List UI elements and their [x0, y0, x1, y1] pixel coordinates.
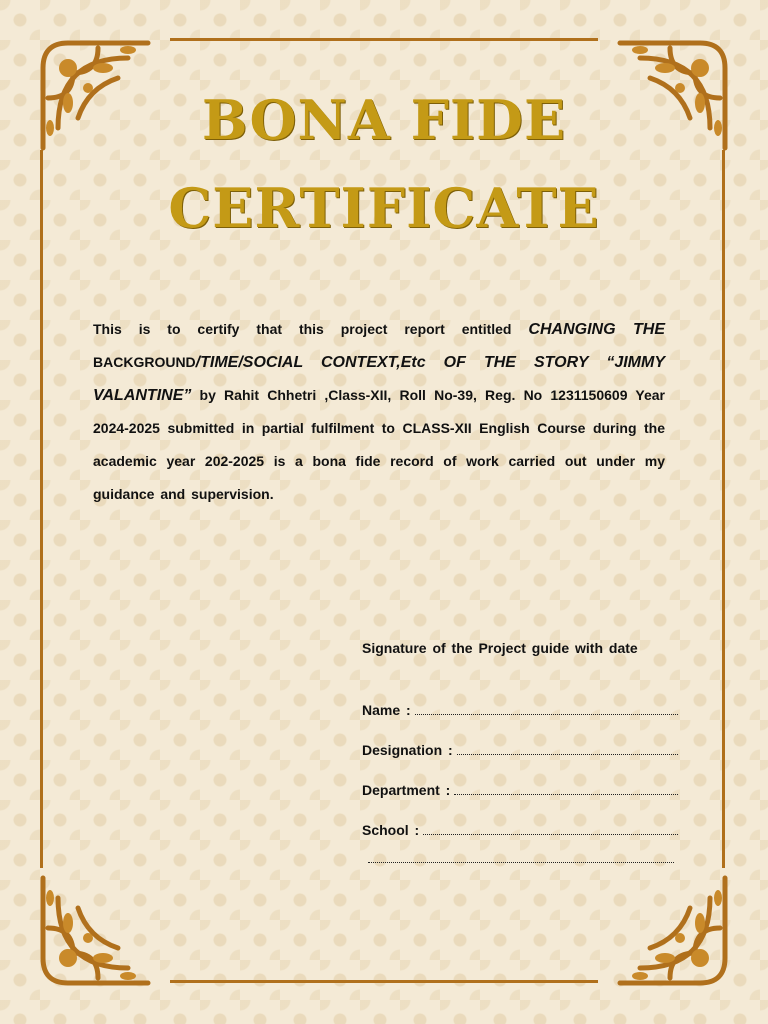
name-line [415, 700, 678, 715]
designation-field[interactable] [362, 718, 678, 758]
border-top [170, 38, 598, 41]
certificate-body [93, 313, 665, 511]
border-left [40, 150, 43, 868]
certificate-title-line2: CERTIFICATE [168, 176, 600, 240]
body-intro: This is to certify that this project report entitled [93, 321, 529, 337]
name-field[interactable] [362, 678, 678, 718]
body-details: by Rahit Chhetri ,Class-XII, Roll No-39, Reg. No 1231150609 Year 2024-2025 submitted in partial fulfilment to CLASS-XII English Course during the academic year 202-2025 is a bona fide record of work carried out under my guidance and supervision. [93, 387, 665, 502]
school-label: School : [362, 822, 420, 838]
department-line [454, 780, 678, 795]
project-title-part2: BACKGROUND [93, 354, 196, 370]
designation-label: Designation : [362, 742, 453, 758]
floral-corner-ornament-icon [610, 868, 740, 998]
project-title-part3: /TIME/SOCIAL CONTEXT,Etc OF THE STORY “JIMMY VALANTINE” [93, 354, 665, 404]
certificate-title-line1: BONA FIDE [201, 88, 567, 152]
department-field[interactable] [362, 758, 678, 798]
floral-corner-ornament-icon [28, 868, 158, 998]
border-right [722, 150, 725, 868]
border-bottom [170, 980, 598, 983]
school-field[interactable] [362, 798, 678, 838]
designation-line [457, 740, 678, 755]
name-label: Name : [362, 702, 411, 718]
signature-heading: Signature of the Project guide with date [362, 640, 638, 656]
department-label: Department : [362, 782, 451, 798]
signature-block [362, 640, 678, 863]
school-line [423, 820, 678, 835]
project-title-part1: CHANGING THE [528, 321, 665, 338]
signature-line[interactable] [368, 842, 674, 863]
